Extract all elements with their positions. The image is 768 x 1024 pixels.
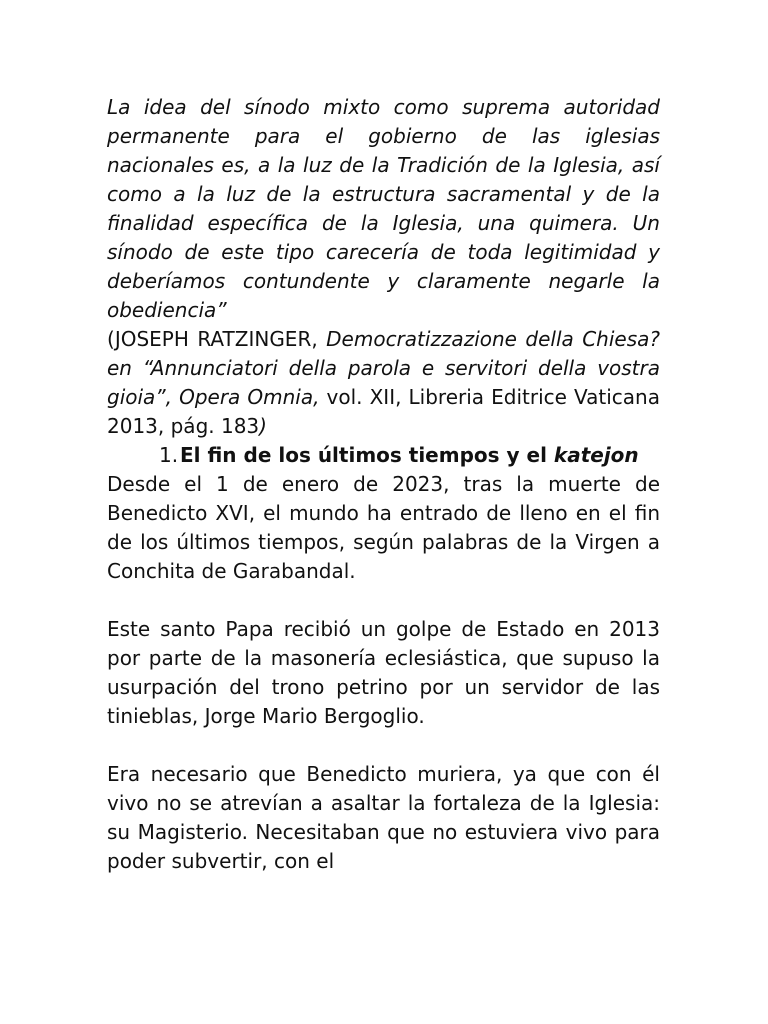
citation-open-paren: ( bbox=[107, 327, 115, 351]
heading-number: 1. bbox=[159, 443, 179, 467]
section-heading bbox=[107, 441, 660, 470]
body-paragraph: Era necesario que Benedicto muriera, ya que con él vivo no se atrevían a asaltar la fortaleza de la Iglesia: su Magisterio. Necesitaban que no estuviera vivo para poder subvertir, con el bbox=[107, 762, 660, 873]
citation-close-paren: ) bbox=[259, 414, 267, 438]
paragraph-gap bbox=[107, 586, 660, 615]
citation-author: JOSEPH RATZINGER, bbox=[114, 327, 327, 351]
citation-paragraph bbox=[107, 325, 660, 441]
quote-paragraph: La idea del sínodo mixto como suprema autoridad permanente para el gobierno de las iglesias nacionales es, a la luz de la Tradición de la Iglesia, así como a la luz de la estructura sacramental y de la finalidad específica de la Iglesia, una quimera. Un sínodo de este tipo carecería de toda legitimidad y deberíamos contundente y claramente negarle la obediencia” bbox=[107, 95, 660, 322]
heading-keyword: katejon bbox=[553, 443, 639, 467]
body-paragraph: Este santo Papa recibió un golpe de Estado en 2013 por parte de la masonería eclesiástica, que supuso la usurpación del trono petrino por un servidor de las tinieblas, Jorge Mario Bergoglio. bbox=[107, 617, 660, 728]
heading-text: El fin de los últimos tiempos y el bbox=[180, 443, 554, 467]
paragraph-gap bbox=[107, 731, 660, 760]
body-paragraph: Desde el 1 de enero de 2023, tras la muerte de Benedicto XVI, el mundo ha entrado de lleno en el fin de los últimos tiempos, según palabras de la Virgen a Conchita de Garabandal. bbox=[107, 472, 660, 583]
citation-work-title: Democratizzazione della Chiesa? en “Annunciatori della parola e servitori della vostra gioia”, Opera Omnia, bbox=[107, 327, 660, 409]
document-page bbox=[107, 93, 660, 876]
citation-details: vol. XII, Libreria Editrice Vaticana 2013, pág. 183 bbox=[107, 385, 660, 438]
